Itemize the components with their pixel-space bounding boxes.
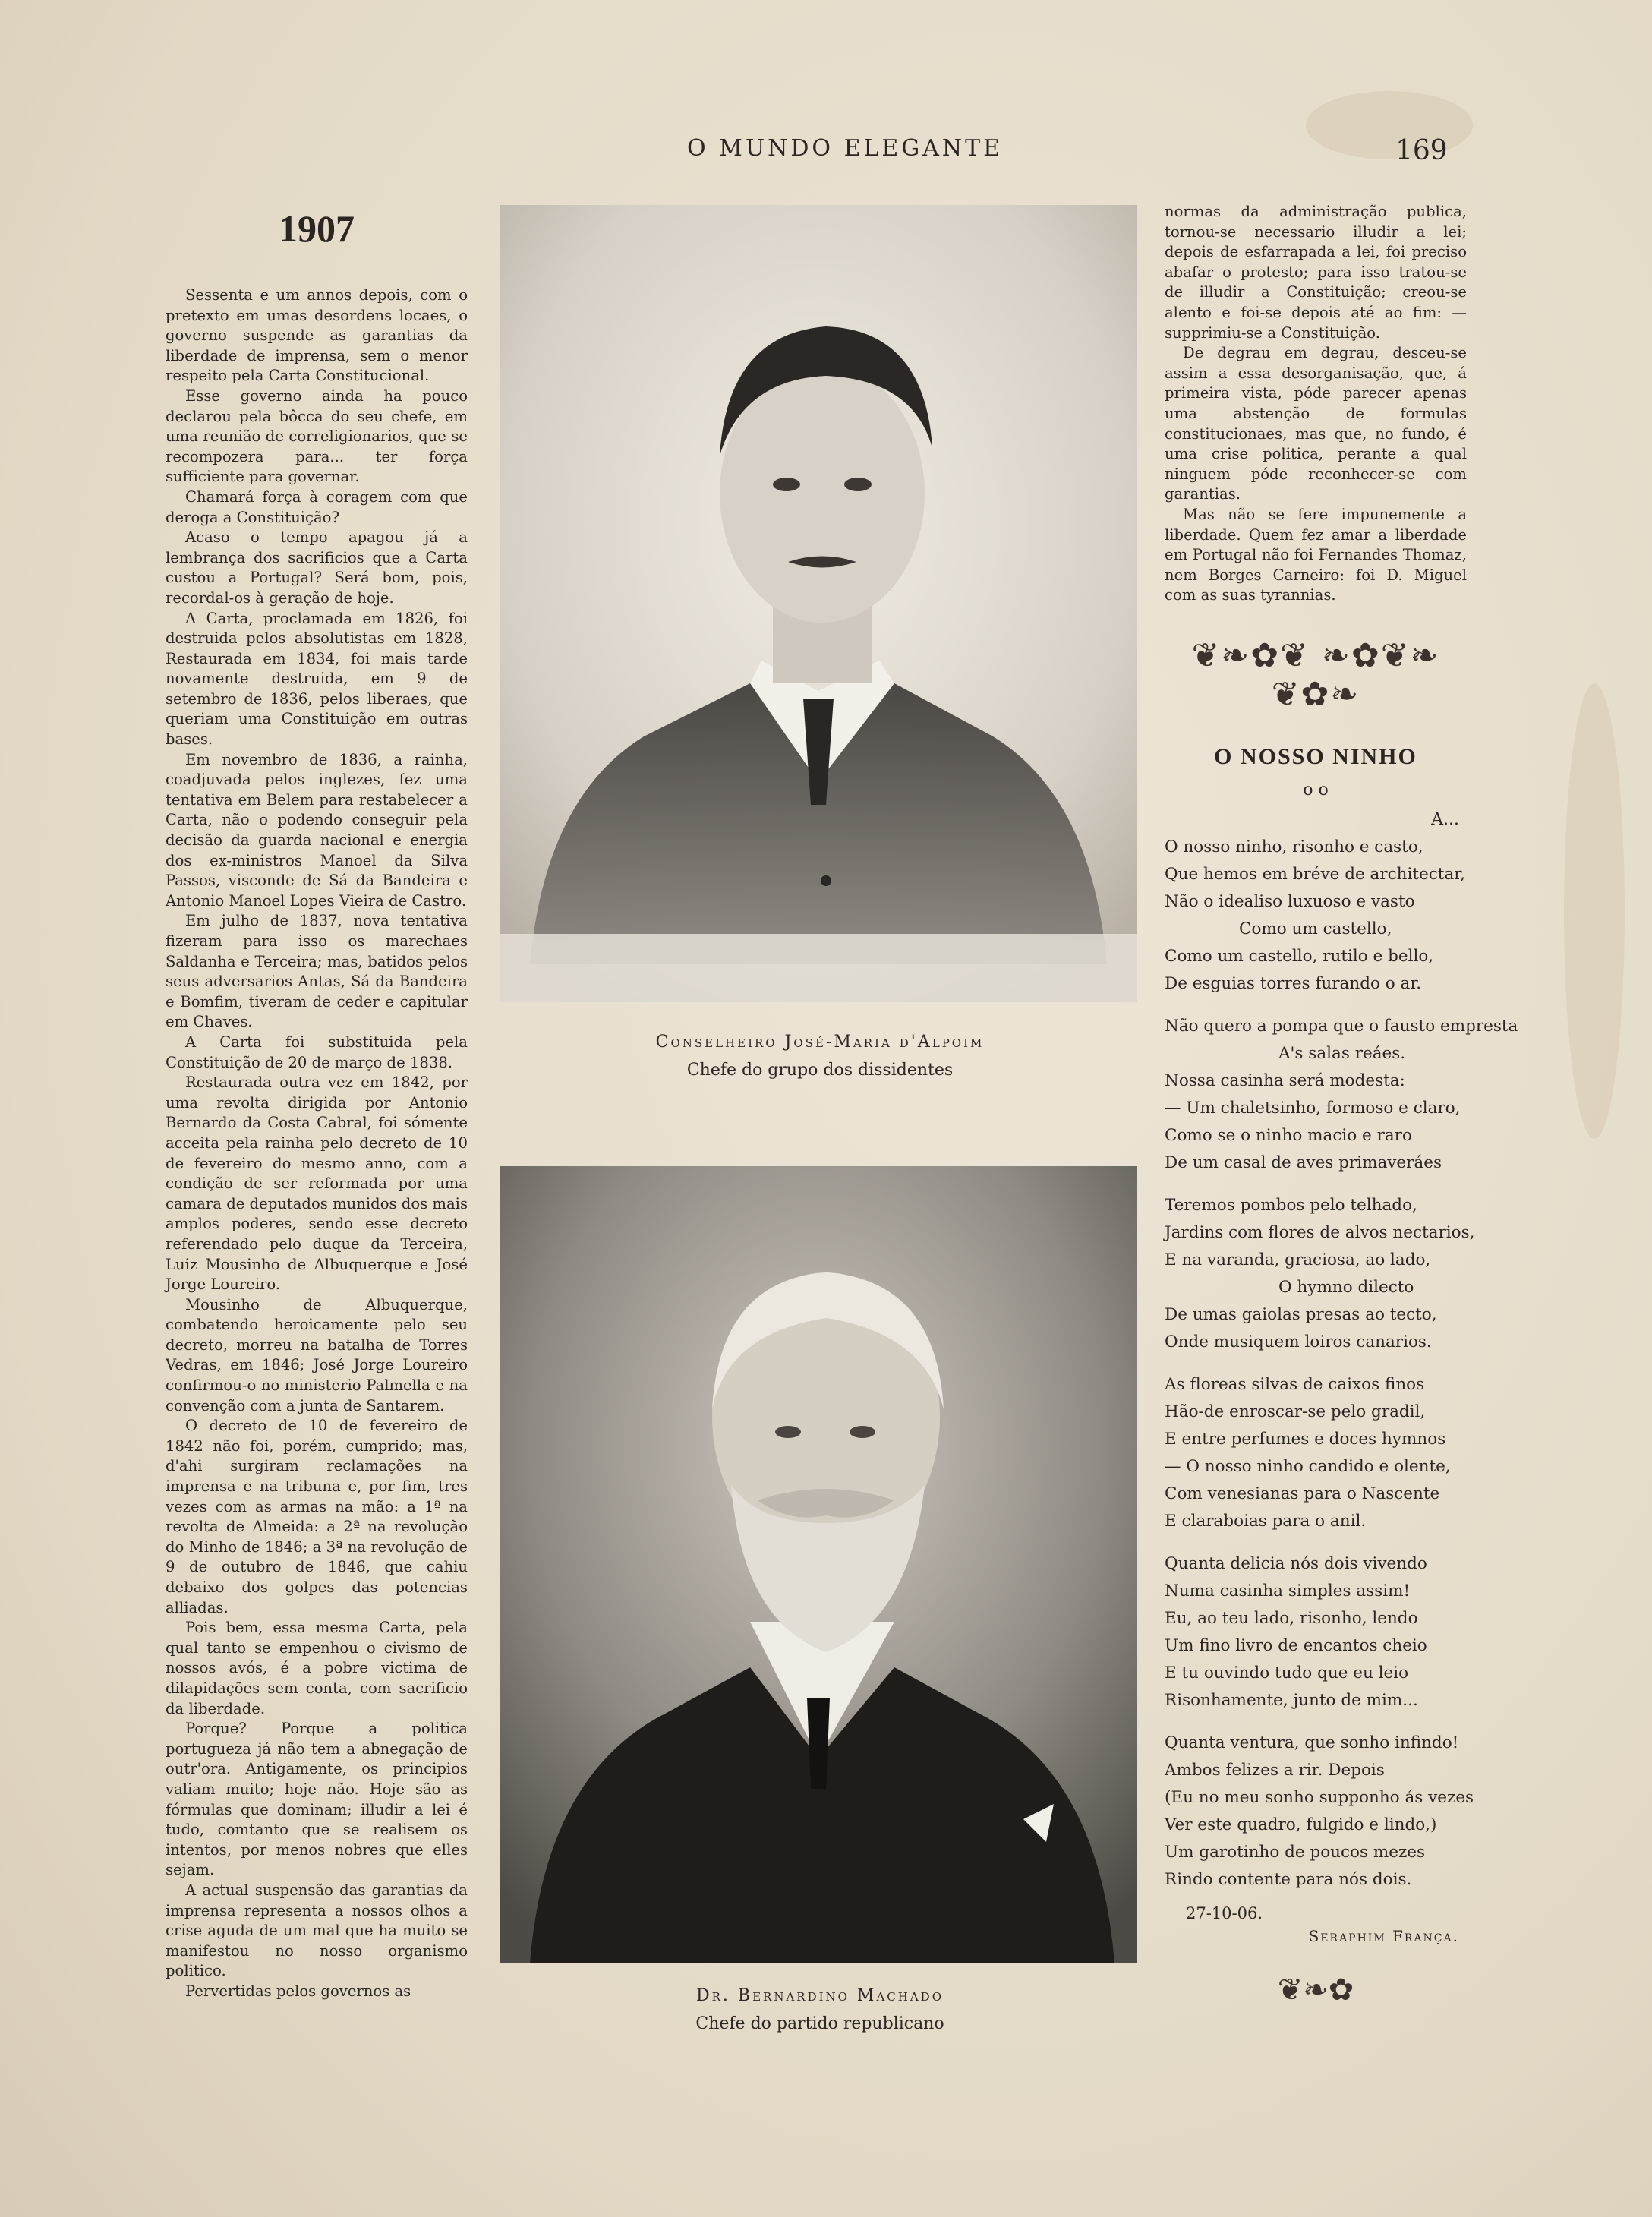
poem-line: Com venesianas para o Nascente (1165, 1484, 1440, 1503)
poem-signature: Seraphim França. (1308, 1926, 1459, 1945)
poem-stanza (1165, 834, 1467, 998)
poem-line: Um fino livro de encantos cheio (1165, 1635, 1427, 1655)
article-paragraph: Mousinho de Albuquerque, combatendo heroicamente pelo seu decreto, morreu na batalha de Torres Vedras, em 1846; José Jorge Loureiro confirmou-o no ministerio Palmella e na convenção com a junta de Santarem. (166, 1295, 468, 1414)
article-paragraph: Sessenta e um annos depois, com o pretexto em umas desordens locaes, o governo suspende as garantias da liberdade de imprensa, sem o menor respeito pela Carta Constitucional. (166, 286, 468, 385)
poem-line: Rindo contente para nós dois. (1165, 1869, 1412, 1889)
poem-line: Numa casinha simples assim! (1165, 1581, 1411, 1600)
poem-body (1165, 834, 1518, 1894)
article-continuation (1165, 202, 1467, 606)
poem-line: Ver este quadro, fulgido e lindo,) (1165, 1815, 1437, 1834)
article-paragraph: O decreto de 10 de fevereiro de 1842 não foi, porém, cumprido; mas, d'ahi surgiram reclamações na imprensa e na tribuna e, por fim, tres vezes com as armas na mão: a 1ª na revolta de Almeida: a 2ª na revolução do Minho de 1846; a 3ª na revolução de 9 de outubro de 1846, que cahiu debaixo dos golpes das potencias alliadas. (166, 1417, 468, 1616)
article-paragraph: Pois bem, essa mesma Carta, pela qual tanto se empenhou o civismo de nossos avós, é a pobre victima de dilapidações sem conta, com sacrificio da liberdade. (166, 1619, 468, 1717)
caption-name: Conselheiro José-Maria d'Alpoim (655, 1033, 985, 1052)
portrait-caption (501, 1033, 1139, 1080)
article-paragraph: Chamará força à coragem com que deroga a Constituição? (166, 487, 468, 526)
poem-line: O hymno dilecto (1278, 1277, 1414, 1297)
poem-line: De um casal de aves primaveráes (1165, 1153, 1442, 1172)
poem-line: De esguias torres furando o ar. (1165, 973, 1422, 993)
article-paragraph: Em novembro de 1836, a rainha, coadjuvada pelos inglezes, fez uma tentativa em Belem para restabelecer a Carta, não o podendo conseguir pela decisão da guarda nacional e energia dos ex-ministros Manoel da Silva Passos, visconde de Sá da Bandeira e Antonio Manoel Lopes Vieira de Castro. (166, 750, 468, 910)
caption-subtitle: Chefe do grupo dos dissidentes (686, 1061, 954, 1080)
poem-line: Quanta delicia nós dois vivendo (1165, 1553, 1427, 1573)
poem-stanza (1165, 1371, 1467, 1535)
article-body (166, 285, 468, 2001)
poem-line: O nosso ninho, risonho e casto, (1165, 837, 1423, 856)
article-column (166, 197, 468, 2001)
article-paragraph: Pervertidas pelos governos as (185, 1982, 411, 2000)
caption-name: Dr. Bernardino Machado (695, 1986, 944, 2005)
poem-line: E na varanda, graciosa, ao lado, (1165, 1250, 1431, 1269)
article-paragraph: Porque? Porque a politica portugueza já não tem a abnegação de outr'ora. Antigamente, os principios valiam muito; hoje não. Hoje são as fórmulas que dominam; illudir a lei é tudo, comtanto que se realisem os intentos, por menos nobres que elles sejam. (166, 1720, 468, 1879)
floral-ornament: ❦❧✿❦ ❧✿❦❧ ❦✿❧ (1191, 635, 1440, 714)
poem-line: (Eu no meu sonho supponho ás vezes (1165, 1787, 1474, 1807)
magazine-title: O MUNDO ELEGANTE (687, 135, 1004, 162)
poem-line: Que hemos em bréve de architectar, (1165, 864, 1466, 884)
floral-ornament-end: ❦❧✿ (1277, 1972, 1354, 2007)
poem-line: Risonhamente, junto de mim... (1165, 1690, 1418, 1710)
poem-ornament-mark: o o (1303, 780, 1329, 799)
poem-line: Não o idealiso luxuoso e vasto (1165, 891, 1415, 911)
poem-line: Hão-de enroscar-se pelo gradil, (1165, 1402, 1426, 1421)
article-paragraph: Mas não se fere impunemente a liberdade. Quem fez amar a liberdade em Portugal não foi Fernandes Thomaz, nem Borges Carneiro: foi D. Miguel com as suas tyrannias. (1165, 505, 1467, 604)
portrait-photo-machado (500, 1166, 1137, 1963)
caption-subtitle: Chefe do partido republicano (695, 2014, 944, 2033)
article-paragraph: Em julho de 1837, nova tentativa fizeram para isso os marechaes Saldanha e Terceira; mas, batidos pelos seus adversarios Antas, Sá da Bandeira e Bomfim, tiveram de ceder e capitular em Chaves. (166, 912, 468, 1031)
article-paragraph: Acaso o tempo apagou já a lembrança dos sacrificios que a Carta custou a Portugal? Será bom, pois, recordal-os à geração de hoje. (166, 528, 468, 607)
poem-line: Onde musiquem loiros canarios. (1165, 1332, 1432, 1351)
poem-line: A's salas reáes. (1278, 1043, 1406, 1063)
poem-dedication: A... (1431, 809, 1459, 829)
article-paragraph: De degrau em degrau, desceu-se assim a essa desorganisação, que, á primeira vista, póde parecer apenas uma abstenção de formulas constitucionaes, mas que, no fundo, é uma crise politica, perante a qual ninguem póde reconhecer-se com garantias. (1165, 344, 1467, 503)
poem-title: O NOSSO NINHO (1214, 743, 1417, 769)
poem-line: Como um castello, (1239, 919, 1392, 938)
article-paragraph: A Carta, proclamada em 1826, foi destruida pelos absolutistas em 1828, Restaurada em 1834, foi mais tarde novamente destruida, em 9 de setembro de 1836, pelos liberaes, que queriam uma Constituição em outras bases. (166, 609, 468, 749)
poem-line: — Um chaletsinho, formoso e claro, (1165, 1098, 1461, 1118)
article-paragraph: Restaurada outra vez em 1842, por uma revolta dirigida por Antonio Bernardo da Costa Cabral, foi sómente acceita pela rainha pelo decreto de 10 de fevereiro do mesmo anno, com a condição de ser reformada por uma camara de deputados munidos dos mais amplos poderes, sendo esse decreto referendado pelo duque da Terceira, Luiz Mousinho de Albuquerque e José Jorge Loureiro. (166, 1074, 468, 1294)
poem-stanza (1165, 1550, 1467, 1714)
running-header (0, 135, 1652, 173)
portrait-image (500, 1166, 1137, 1963)
poem-line: De umas gaiolas presas ao tecto, (1165, 1304, 1437, 1324)
poem-line: Como um castello, rutilo e bello, (1165, 946, 1434, 966)
poem-line: E tu ouvindo tudo que eu leio (1165, 1663, 1409, 1682)
poem-line: Jardins com flores de alvos nectarios, (1165, 1222, 1475, 1242)
article-paragraph: Esse governo ainda ha pouco declarou pela bôcca do seu chefe, em uma reunião de correligionarios, que se recompozera para... ter força sufficiente para governar. (166, 386, 468, 486)
poem-line: Um garotinho de poucos mezes (1165, 1842, 1426, 1862)
portrait-image (500, 205, 1137, 1002)
article-paragraph: A Carta foi substituida pela Constituição de 20 de março de 1838. (166, 1033, 468, 1071)
poem-line: Não quero a pompa que o fausto empresta (1165, 1016, 1518, 1036)
paper-stain (1564, 683, 1625, 1139)
poem-line: E entre perfumes e doces hymnos (1165, 1429, 1446, 1449)
portrait-caption (501, 1986, 1139, 2033)
article-paragraph: A actual suspensão das garantias da imprensa representa a nossos olhos a crise aguda de um mal que ha muito se manifestou no nosso organismo politico. (166, 1881, 468, 1980)
article-paragraph: normas da administração publica, tornou-se necessario illudir a lei; depois de esfarrapada a lei, foi preciso abafar o protesto; para isso tratou-se de illudir a Constituição; creou-se alento e foi-se depois até ao fim: — supprimiu-se a Constituição. (1165, 203, 1467, 342)
poem-line: Nossa casinha será modesta: (1165, 1071, 1405, 1090)
poem-line: E claraboias para o anil. (1165, 1511, 1367, 1531)
poem-line: Ambos felizes a rir. Depois (1165, 1760, 1385, 1780)
poem-stanza (1165, 1192, 1475, 1356)
poem-line: As floreas silvas de caixos finos (1165, 1374, 1425, 1394)
poem-line: Teremos pombos pelo telhado, (1165, 1195, 1417, 1215)
poem-line: Eu, ao teu lado, risonho, lendo (1165, 1608, 1418, 1628)
page-number: 169 (1395, 135, 1448, 166)
article-title: 1907 (279, 207, 355, 250)
poem-stanza (1165, 1730, 1474, 1894)
poem-stanza (1165, 1013, 1518, 1177)
poem-line: Como se o ninho macio e raro (1165, 1125, 1412, 1145)
poem-date: 27-10-06. (1186, 1903, 1263, 1922)
poem-line: — O nosso ninho candido e olente, (1165, 1456, 1451, 1476)
portrait-photo-alpoim (500, 205, 1137, 1002)
right-column (1165, 202, 1518, 2007)
poem-line: Quanta ventura, que sonho infindo! (1165, 1733, 1459, 1752)
